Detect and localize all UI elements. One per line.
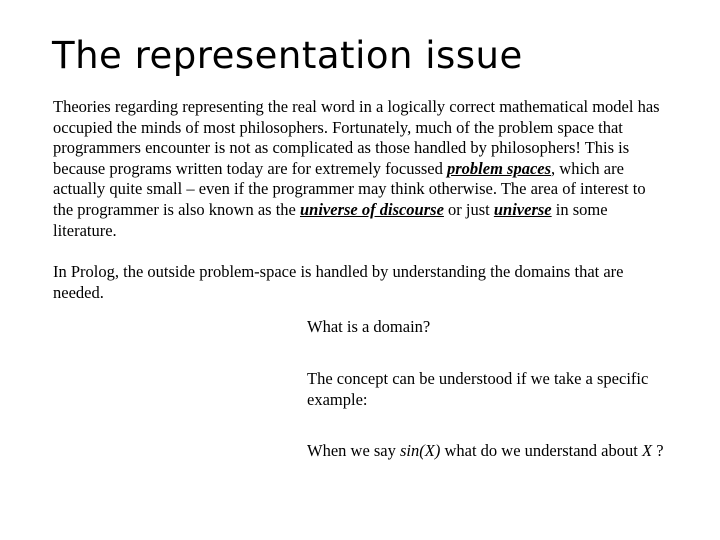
- term-problem-spaces: problem spaces: [447, 158, 552, 178]
- question-text: what do we understand about: [440, 441, 642, 460]
- text-example: The concept can be understood if we take a specific example:: [307, 369, 649, 409]
- paragraph-text: in some literature.: [53, 199, 608, 240]
- term-universe: universe: [493, 199, 552, 219]
- question-text: When we say: [307, 441, 401, 460]
- paragraph-representation: [53, 97, 663, 241]
- term-x: X: [641, 441, 653, 460]
- term-universe-of-discourse: universe of discourse: [299, 199, 444, 219]
- slide-title: The representation issue: [52, 34, 523, 77]
- paragraph-text: , which are actually quite small – even if the programmer may think otherwise. The area of interest to the programmer is also known as the: [53, 158, 646, 219]
- paragraph-prolog: In Prolog, the outside problem-space is handled by understanding the domains that are needed.: [53, 262, 624, 302]
- question-domain: What is a domain?: [307, 317, 431, 336]
- term-sin-x: sin(X): [400, 441, 441, 460]
- question-sin-x: [307, 440, 667, 461]
- paragraph-text: or just: [443, 199, 494, 219]
- paragraph-text: Theories regarding representing the real word in a logically correct mathematical model has occupied the minds of most philosophers. Fortunately, much of the problem space that programmers encounter is not as complicated as those handled by philosophers! This is because programs written today are for extremely focussed: [53, 97, 660, 178]
- question-text: ?: [652, 441, 664, 460]
